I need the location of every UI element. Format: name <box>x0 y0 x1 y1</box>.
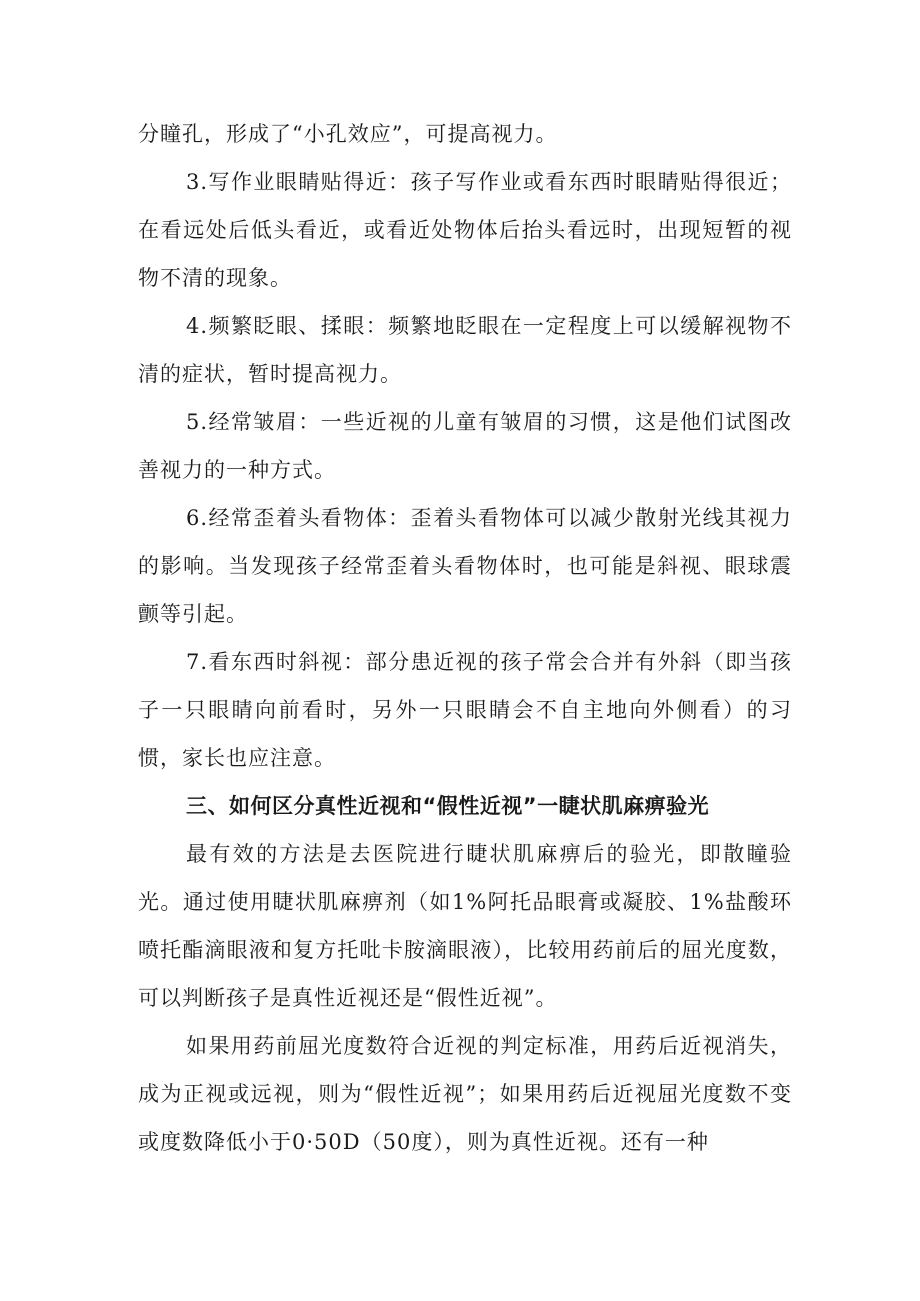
paragraph-item-5: 5.经常皱眉：一些近视的儿童有皱眉的习惯，这是他们试图改善视力的一种方式。 <box>138 410 792 482</box>
paragraph-method: 最有效的方法是去医院进行睫状肌麻痹后的验光，即散瞳验光。通过使用睫状肌麻痹剂（如1%阿托品眼膏或凝胶、1%盐酸环喷托酯滴眼液和复方托吡卡胺滴眼液），比较用药前后的屈光度数，可以判断孩子是真性近视还是“假性近视”。 <box>138 842 792 1010</box>
document-body <box>138 110 792 1166</box>
paragraph-item-6: 6.经常歪着头看物体：歪着头看物体可以减少散射光线其视力的影响。当发现孩子经常歪着头看物体时，也可能是斜视、眼球震颤等引起。 <box>138 506 792 626</box>
section-heading: 三、如何区分真性近视和“假性近视”一睫状肌麻痹验光 <box>186 794 710 818</box>
paragraph-continuation: 分瞳孔，形成了“小孔效应”，可提高视力。 <box>138 122 558 146</box>
paragraph-item-7: 7.看东西时斜视：部分患近视的孩子常会合并有外斜（即当孩子一只眼睛向前看时，另外一只眼睛会不自主地向外侧看）的习惯，家长也应注意。 <box>138 650 792 770</box>
paragraph-item-4: 4.频繁眨眼、揉眼：频繁地眨眼在一定程度上可以缓解视物不清的症状，暂时提高视力。 <box>138 314 792 386</box>
paragraph-judgement: 如果用药前屈光度数符合近视的判定标准，用药后近视消失，成为正视或远视，则为“假性近视”；如果用药后近视屈光度数不变或度数降低小于0·50D（50度），则为真性近视。还有一种 <box>138 1034 792 1154</box>
paragraph-item-3: 3.写作业眼睛贴得近：孩子写作业或看东西时眼睛贴得很近；在看远处后低头看近，或看近处物体后抬头看远时，出现短暂的视物不清的现象。 <box>138 170 792 290</box>
